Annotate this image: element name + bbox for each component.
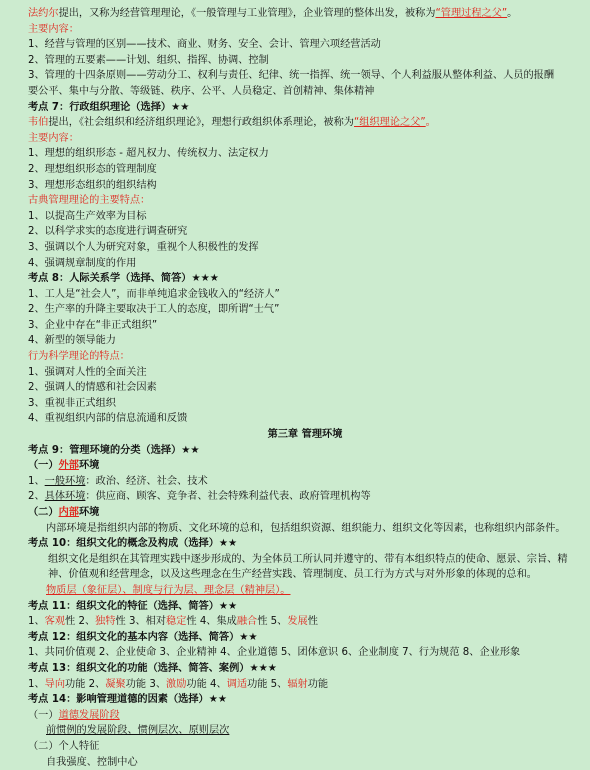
list-item: 4、强调规章制度的作用: [28, 256, 582, 272]
fayol-intro: [28, 6, 582, 22]
list-item: 2、理想组织形态的管理制度: [28, 162, 582, 178]
weber-name: 韦伯: [28, 117, 48, 128]
layers-line: 物质层（象征层）、制度与行为层、理念层（精神层）。: [28, 583, 582, 599]
text: 性: [308, 616, 318, 627]
list-item: 2、以科学求实的态度进行调查研究: [28, 224, 582, 240]
list-item: [28, 489, 582, 505]
term-desc: ：政治、经济、社会、技术: [85, 476, 207, 487]
list-item: 2、管理的五要素——计划、组织、指挥、协调、控制: [28, 53, 582, 69]
external-env-heading: [28, 458, 582, 474]
subheading-label: 行为科学理论的特点：: [28, 349, 582, 365]
features-line: [28, 614, 582, 630]
heading-text: 环境: [79, 507, 99, 518]
numbering: 2、: [28, 491, 45, 502]
paragraph: 前惯例的发展阶段、惯例层次、原则层次: [28, 723, 582, 739]
paragraph: 自我强度、控制中心: [28, 755, 582, 770]
section-heading: 考点 9：管理环境的分类（选择）★★: [28, 443, 582, 459]
keyword: 内部: [59, 507, 79, 518]
period: 。: [507, 8, 517, 19]
list-item: 1、理想的组织形态 - 超凡权力、传统权力、法定权力: [28, 146, 582, 162]
weber-intro: [28, 115, 582, 131]
paragraph: 内部环境是指组织内部的物质、文化环境的总和，包括组织资源、组织能力、组织文化等因素，也称组织内部条件。: [28, 521, 582, 537]
text: 功能 4、: [186, 679, 226, 690]
list-item: 1、强调对人性的全面关注: [28, 365, 582, 381]
fayol-desc: 提出，又称为经营管理理论，《一般管理与工业管理》，企业管理的整体出发，被称为: [59, 8, 436, 19]
keyword: 凝聚: [105, 679, 125, 690]
subheading-label: 古典管理理论的主要特点：: [28, 193, 582, 209]
text: 性 4、集成: [186, 616, 236, 627]
text: 功能 3、: [126, 679, 166, 690]
list-item: 2、生产率的升降主要取决于工人的态度，即所谓“士气”: [28, 302, 582, 318]
keyword: 道德发展阶段: [59, 710, 120, 721]
weber-desc: 提出，《社会组织和经济组织理论》，理想行政组织体系理论，被称为: [48, 117, 354, 128]
list-item: 3、管理的十四条原则——劳动分工、权利与责任、纪律、统一指挥、统一领导、个人利益服从整体利益、人员的报酬: [28, 68, 582, 84]
functions-line: [28, 677, 582, 693]
period: 。: [426, 117, 436, 128]
numbering: （一）: [28, 710, 59, 721]
keyword: 导向: [45, 679, 65, 690]
chapter-title: 第三章 管理环境: [28, 427, 582, 443]
section-heading: 考点 10：组织文化的概念及构成（选择）★★: [28, 536, 582, 552]
fayol-title: “管理过程之父”: [435, 8, 507, 19]
content-label: 主要内容：: [28, 131, 582, 147]
text: 功能: [308, 679, 328, 690]
text: 功能 2、: [65, 679, 105, 690]
list-item: 要公平、集中与分散、等级链、秩序、公平、人员稳定、首创精神、集体精神: [28, 84, 582, 100]
keyword: 发展: [287, 616, 307, 627]
numbering: 1、: [28, 476, 45, 487]
term: 一般环境: [45, 476, 86, 487]
numbering: （一）: [28, 460, 59, 471]
term: 具体环境: [45, 491, 86, 502]
internal-env-heading: [28, 505, 582, 521]
keyword: 辐射: [287, 679, 307, 690]
moral-stage-heading: [28, 708, 582, 724]
keyword: 激励: [166, 679, 186, 690]
list-item: 3、强调以个人为研究对象，重视个人积极性的发挥: [28, 240, 582, 256]
list-item: 3、重视非正式组织: [28, 396, 582, 412]
text: 性 2、: [65, 616, 95, 627]
term-desc: ：供应商、顾客、竞争者、社会特殊利益代表、政府管理机构等: [85, 491, 370, 502]
section-heading: 考点 13：组织文化的功能（选择、简答、案例）★★★: [28, 661, 582, 677]
list-item: 3、企业中存在“非正式组织”: [28, 318, 582, 334]
content-label: 主要内容：: [28, 22, 582, 38]
list-item: 1、工人是“社会人”，而非单纯追求金钱收入的“经济人”: [28, 287, 582, 303]
list-item: 2、强调人的情感和社会因素: [28, 380, 582, 396]
list-item: 1、经营与管理的区别——技术、商业、财务、安全、会计、管理六项经营活动: [28, 37, 582, 53]
text: 性 3、相对: [116, 616, 166, 627]
list-item: 4、重视组织内部的信息流通和反馈: [28, 411, 582, 427]
section-heading: 考点 7：行政组织理论（选择）★★: [28, 100, 582, 116]
list-item: 3、理想形态组织的组织结构: [28, 178, 582, 194]
keyword: 融合: [237, 616, 257, 627]
paragraph: 组织文化是组织在其管理实践中逐步形成的、为全体员工所认同并遵守的、带有本组织特点的使命、愿景、宗旨、精神、价值观和经营理念，以及这些理念在生产经营实践、管理制度、员工行为方式与对外形象的体现的总和。: [28, 552, 582, 583]
text: 功能 5、: [247, 679, 287, 690]
section-heading: 考点 12：组织文化的基本内容（选择、简答）★★: [28, 630, 582, 646]
list-item: [28, 474, 582, 490]
section-heading: 考点 8：人际关系学（选择、简答）★★★: [28, 271, 582, 287]
contents-line: 1、共同价值观 2、企业使命 3、企业精神 4、企业道德 5、团体意识 6、企业制度 7、行为规范 8、企业形象: [28, 645, 582, 661]
keyword: 外部: [59, 460, 79, 471]
text: 性 5、: [257, 616, 287, 627]
keyword: 调适: [227, 679, 247, 690]
list-item: 4、新型的领导能力: [28, 333, 582, 349]
heading-text: 环境: [79, 460, 99, 471]
list-item: 1、以提高生产效率为目标: [28, 209, 582, 225]
weber-title: “组织理论之父”: [354, 117, 426, 128]
fayol-name: 法约尔: [28, 8, 59, 19]
personal-traits-heading: （二）个人特征: [28, 739, 582, 755]
keyword: 客观: [45, 616, 65, 627]
section-heading: 考点 11：组织文化的特征（选择、简答）★★: [28, 599, 582, 615]
numbering: （二）: [28, 507, 59, 518]
keyword: 稳定: [166, 616, 186, 627]
keyword: 独特: [95, 616, 115, 627]
section-heading: 考点 14：影响管理道德的因素（选择）★★: [28, 692, 582, 708]
text: 1、: [28, 679, 45, 690]
text: 1、: [28, 616, 45, 627]
